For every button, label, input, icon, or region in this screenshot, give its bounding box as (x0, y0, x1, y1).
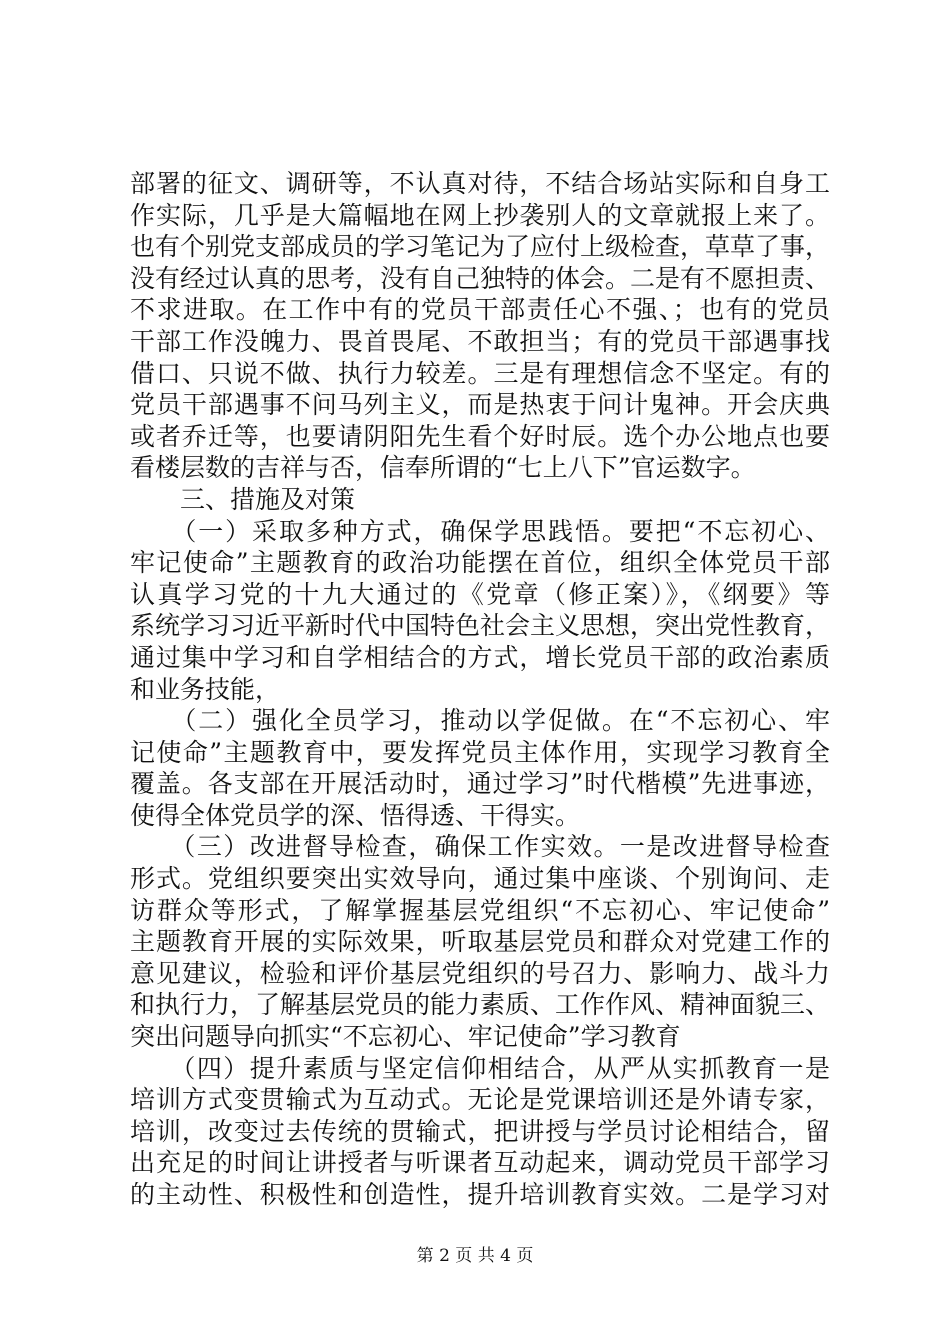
text-line: 访群众等形式，了解掌握基层党组织“不忘初心、牢记使命” (130, 895, 830, 925)
text-line: 覆盖。各支部在开展活动时，通过学习”时代楷模”先进事迹， (130, 769, 830, 799)
text-line: 形式。党组织要突出实效导向，通过集中座谈、个别询问、走 (130, 864, 830, 894)
text-line: （一）采取多种方式，确保学思践悟。要把“不忘初心、 (130, 516, 830, 546)
text-line: （四）提升素质与坚定信仰相结合，从严从实抓教育一是 (130, 1053, 830, 1083)
text-line: 认真学习党的十九大通过的《党章（修正案）》，《纲要》等 (130, 579, 830, 609)
text-line: 部署的征文、调研等，不认真对待，不结合场站实际和自身工 (130, 169, 830, 198)
text-line: 系统学习习近平新时代中国特色社会主义思想，突出党性教育， (130, 611, 831, 641)
text-line: 或者乔迁等，也要请阴阳先生看个好时辰。选个办公地点也要 (130, 421, 830, 451)
text-line: 培训方式变贯输式为互动式。无论是党课培训还是外请专家， (130, 1085, 830, 1115)
text-line: 也有个别党支部成员的学习笔记为了应付上级检查，草草了事， (130, 232, 831, 262)
text-line: （二）强化全员学习，推动以学促做。在“不忘初心、牢 (130, 706, 830, 736)
text-line: 党员干部遇事不问马列主义，而是热衷于问计鬼神。开会庆典 (130, 390, 830, 420)
text-line: 牢记使命”主题教育的政治功能摆在首位，组织全体党员干部 (130, 548, 830, 578)
text-line: 培训，改变过去传统的贯输式，把讲授与学员讨论相结合，留 (130, 1116, 830, 1146)
text-line: 突出问题导向抓实“不忘初心、牢记使命”学习教育 (130, 1022, 681, 1052)
text-line: 主题教育开展的实际效果，听取基层党员和群众对党建工作的 (130, 927, 830, 957)
section-heading: 三、措施及对策 (130, 484, 356, 514)
text-line: 借口、只说不做、执行力较差。三是有理想信念不坚定。有的 (130, 358, 830, 388)
text-line: 的主动性、积极性和创造性，提升培训教育实效。二是学习对 (130, 1180, 830, 1209)
text-line: 作实际，几乎是大篇幅地在网上抄袭别人的文章就报上来了。 (130, 200, 830, 230)
text-line: （三）改进督导检查，确保工作实效。一是改进督导检查 (130, 832, 830, 862)
text-line: 出充足的时间让讲授者与听课者互动起来，调动党员干部学习 (130, 1148, 830, 1178)
text-line: 意见建议，检验和评价基层党组织的号召力、影响力、战斗力 (130, 958, 830, 988)
text-line: 使得全体党员学的深、悟得透、干得实。 (130, 800, 581, 830)
document-body (130, 168, 830, 1211)
text-line: 没有经过认真的思考，没有自己独特的体会。二是有不愿担责、 (130, 263, 831, 293)
text-line: 和执行力，了解基层党员的能力素质、工作作风、精神面貌三、 (130, 990, 831, 1020)
text-line: 干部工作没魄力、畏首畏尾、不敢担当；有的党员干部遇事找 (130, 326, 830, 356)
text-line: 通过集中学习和自学相结合的方式，增长党员干部的政治素质 (130, 642, 830, 672)
text-line: 记使命”主题教育中，要发挥党员主体作用，实现学习教育全 (130, 737, 830, 767)
page-number-footer: 第 2 页 共 4 页 (416, 1246, 534, 1266)
text-line: 看楼层数的吉祥与否，信奉所谓的“七上八下”官运数字。 (130, 453, 756, 483)
text-line: 不求进取。在工作中有的党员干部责任心不强、；也有的党员 (130, 295, 830, 325)
text-line: 和业务技能， (130, 674, 281, 704)
